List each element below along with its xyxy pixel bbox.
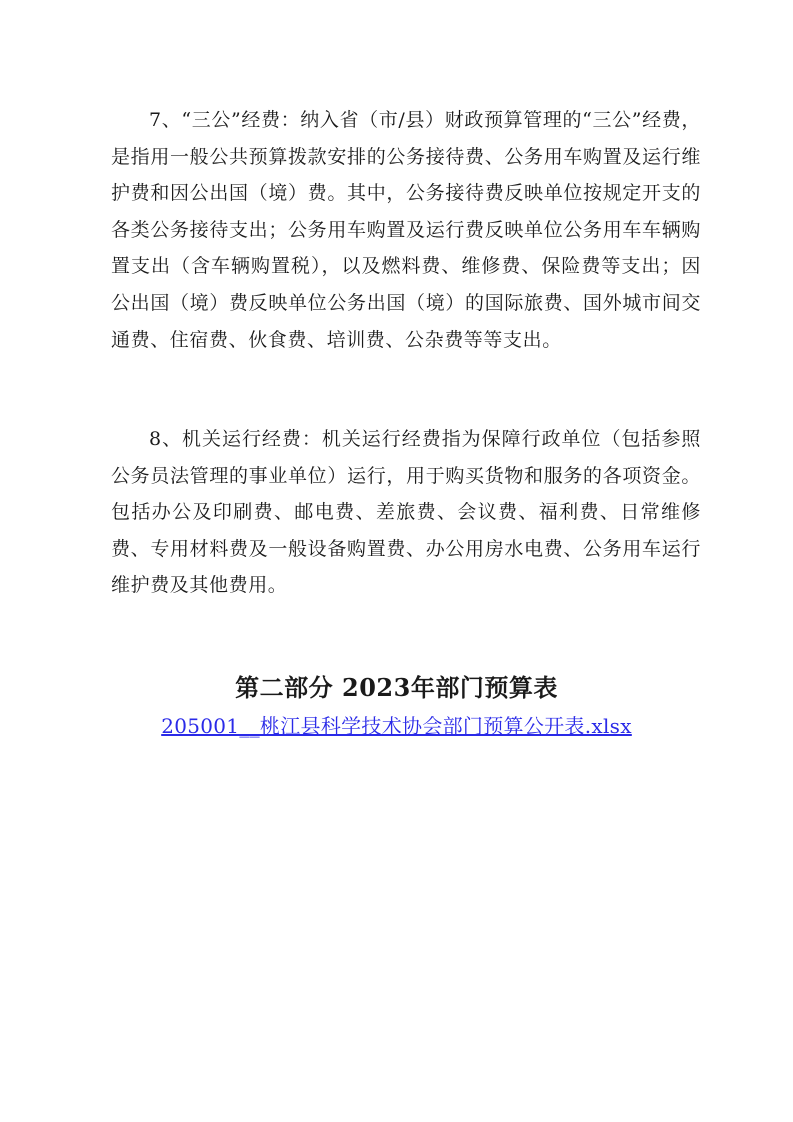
paragraph-three-public-expenses: 7、“三公”经费：纳入省（市/县）财政预算管理的“三公”经费，是指用一般公共预算拨款安排的公务接待费、公务用车购置及运行维护费和因公出国（境）费。其中，公务接待费反映单位按规定开支的各类公务接待支出；公务用车购置及运行费反映单位公务用车车辆购置支出（含车辆购置税），以及燃料费、维修费、保险费等支出；因公出国（境）费反映单位公务出国（境）的国际旅费、国外城市间交通费、住宿费、伙食费、培训费、公杂费等等支出。 (111, 109, 701, 351)
paragraph-agency-operating-expenses: 8、机关运行经费：机关运行经费指为保障行政单位（包括参照公务员法管理的事业单位）运行，用于购买货物和服务的各项资金。包括办公及印刷费、邮电费、差旅费、会议费、福利费、日常维修费、专用材料费及一般设备购置费、办公用房水电费、公务用车运行维护费及其他费用。 (111, 428, 701, 597)
attachment-file-link[interactable]: 205001__桃江县科学技术协会部门预算公开表.xlsx (161, 714, 632, 738)
section-title: 第二部分 2023年部门预算表 (235, 673, 558, 702)
